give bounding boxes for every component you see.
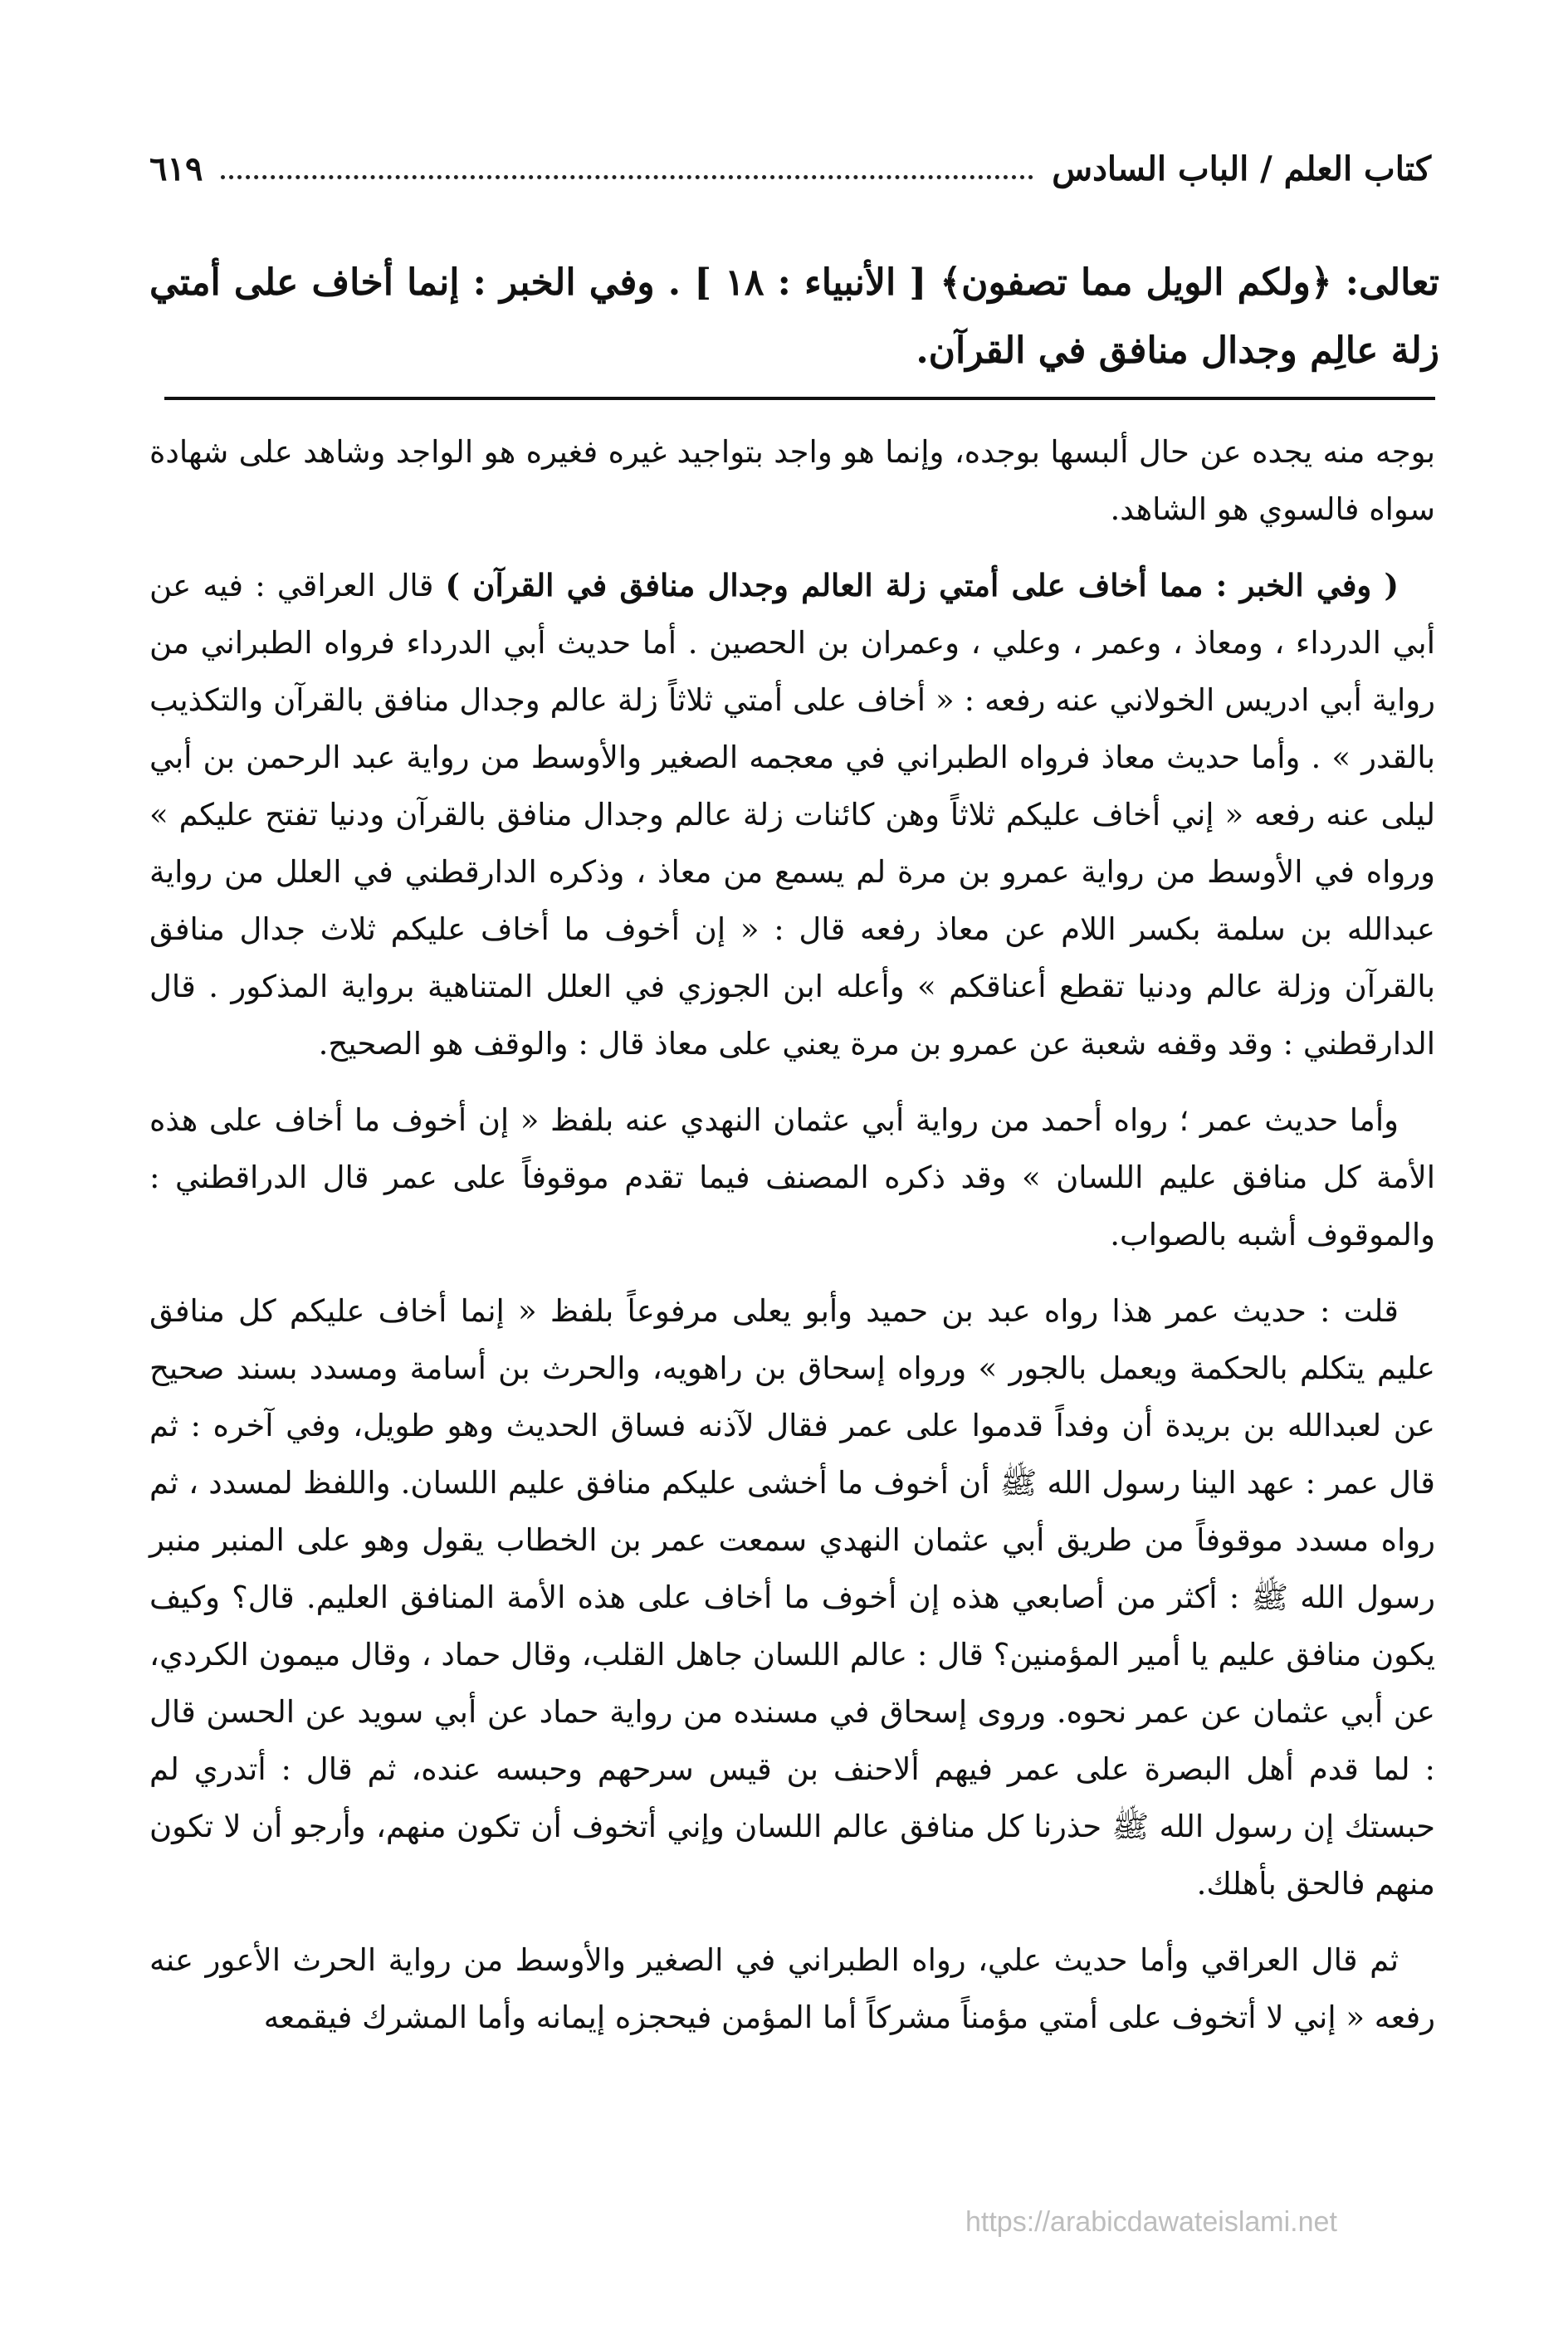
- quoted-hadith-lead: ( وفي الخبر : مما أخاف على أمتي زلة العالم وجدال منافق في القرآن ): [445, 567, 1399, 603]
- commentary-paragraph-3: وأما حديث عمر ؛ رواه أحمد من رواية أبي عثمان النهدي عنه بلفظ « إن أخوف ما أخاف على هذه الأمة كل منافق عليم اللسان » وقد ذكره المصنف فيما تقدم موقوفاً على عمر قال الدراقطني : والموقوف أشبه بالصواب.: [149, 1102, 1435, 1253]
- page-header: [149, 139, 1431, 198]
- commentary-paragraph-1: بوجه منه يجده عن حال ألبسها بوجده، وإنما هو واجد بتواجيد غيره فغيره هو الواجد وشاهد على شهادة سواه فالسوي هو الشاهد.: [149, 434, 1435, 527]
- running-title: كتاب العلم / الباب السادس: [1052, 149, 1431, 188]
- commentary-paragraph-2-text: قال العراقي : فيه عن أبي الدرداء ، ومعاذ ، وعمر ، وعلي ، وعمران بن الحصين . أما حديث أبي الدرداء فرواه الطبراني من رواية أبي ادريس الخولاني عنه رفعه : « أخاف على أمتي ثلاثاً زلة عالم وجدال منافق بالقرآن والتكذيب بالقدر » . وأما حديث معاذ فرواه الطبراني في معجمه الصغير والأوسط من رواية عبد الرحمن بن أبي ليلى عنه رفعه « إني أخاف عليكم ثلاثاً وهن كائنات زلة عالم وجدال منافق بالقرآن ودنيا تفتح عليكم » ورواه في الأوسط من رواية عمرو بن مرة لم يسمع من معاذ ، وذكره الدارقطني في العلل من رواية عبدالله بن سلمة بكسر اللام عن معاذ رفعه قال : « إن أخوف ما أخاف عليكم ثلاث جدال منافق بالقرآن وزلة عالم ودنيا تقطع أعناقكم » وأعله ابن الجوزي في العلل المتناهية برواية المذكور . قال الدارقطني : وقد وقفه شعبة عن عمرو بن مرة يعني على معاذ قال : والوقف هو الصحيح.: [149, 568, 1435, 1062]
- commentary: [149, 423, 1435, 2065]
- commentary-paragraph-2: [149, 557, 1435, 1072]
- watermark-url: https://arabicdawateislami.net: [965, 2206, 1337, 2238]
- commentary-paragraph-4: قلت : حديث عمر هذا رواه عبد بن حميد وأبو يعلى مرفوعاً بلفظ « إنما أخاف عليكم كل منافق عليم يتكلم بالحكمة ويعمل بالجور » ورواه إسحاق بن راهويه، والحرث بن أسامة ومسدد بسند صحيح عن لعبدالله بن بريدة أن وفداً قدموا على عمر فقال لآذنه فساق الحديث وهو طويل، وفي آخره : ثم قال عمر : عهد الينا رسول الله ﷺ أن أخوف ما أخشى عليكم منافق عليم اللسان. واللفظ لمسدد ، ثم رواه مسدد موقوفاً من طريق أبي عثمان النهدي سمعت عمر بن الخطاب يقول وهو على المنبر منبر رسول الله ﷺ : أكثر من أصابعي هذه إن أخوف ما أخاف على هذه الأمة المنافق العليم. قال؟ وكيف يكون منافق عليم يا أمير المؤمنين؟ قال : عالم اللسان جاهل القلب، وقال حماد ، وقال ميمون الكردي، عن أبي عثمان عن عمر نحوه. وروى إسحاق في مسنده من رواية حماد عن أبي سويد عن الحسن قال : لما قدم أهل البصرة على عمر فيهم ألاحنف بن قيس سرحهم وحبسه عنده، ثم قال : أتدري لم حبستك إن رسول الله ﷺ حذرنا كل منافق عالم اللسان وإني أتخوف أن تكون منهم، وأرجو أن لا تكون منهم فالحق بأهلك.: [149, 1293, 1435, 1902]
- page-number: ٦١٩: [149, 149, 203, 188]
- divider-line: [164, 397, 1435, 400]
- main-text: تعالى: ﴿ولكم الويل مما تصفون﴾ [ الأنبياء : ١٨ ] . وفي الخبر : إنما أخاف على أمتي زلة عالِم وجدال منافق في القرآن.: [149, 261, 1439, 372]
- commentary-paragraph-5: ثم قال العراقي وأما حديث علي، رواه الطبراني في الصغير والأوسط من رواية الحرث الأعور عنه رفعه « إني لا أتخوف على أمتي مؤمناً مشركاً أما المؤمن فيحجزه إيمانه وأما المشرك فيقمعه: [149, 1942, 1435, 2035]
- dotted-leader: [221, 175, 1033, 179]
